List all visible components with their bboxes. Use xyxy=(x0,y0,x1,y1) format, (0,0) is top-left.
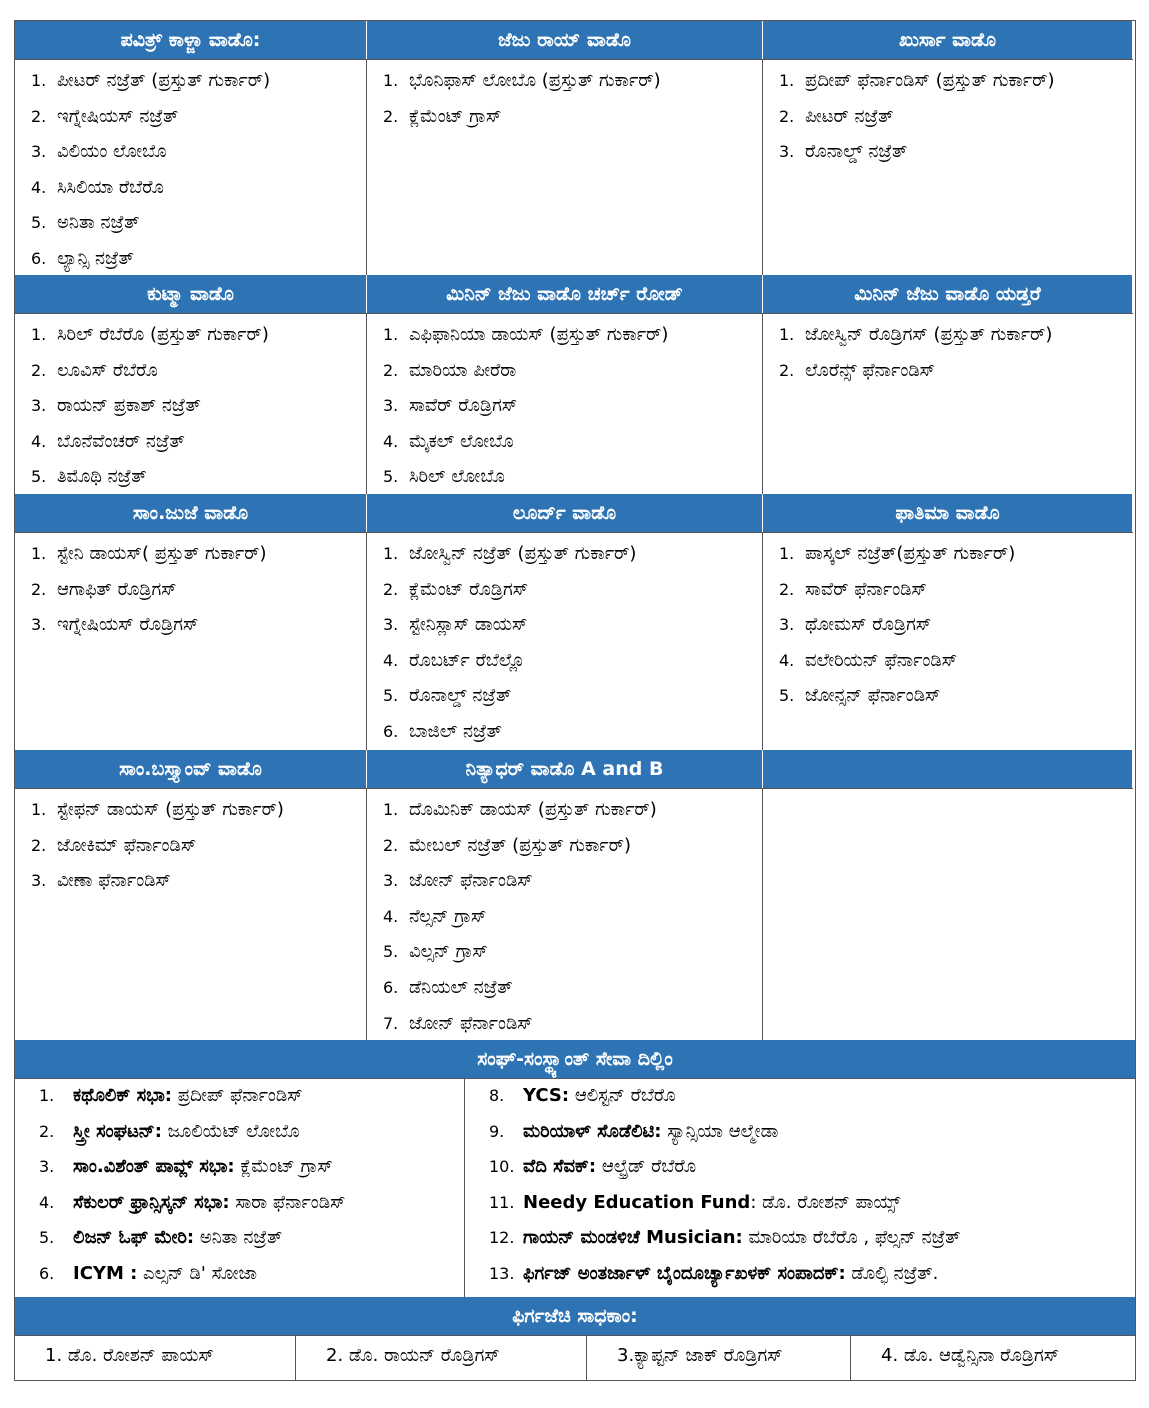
list-item xyxy=(383,795,754,831)
list-item xyxy=(383,902,754,938)
list-item-text: ಸಿಸಿಲಿಯಾ ರೆಬೆರೊ xyxy=(57,176,164,198)
list-item xyxy=(31,427,358,463)
service-value: ಸಾರಾ ಫೆರ್ನಾಂಡಿಸ್ xyxy=(229,1191,346,1213)
list-item xyxy=(779,102,1125,138)
service-item xyxy=(39,1223,454,1259)
service-label: Needy Education Fund xyxy=(523,1191,751,1213)
list-item-number: 2. xyxy=(31,579,47,599)
list-item-number: 3. xyxy=(31,615,47,635)
list-item xyxy=(31,102,358,138)
achievers-header: ಫಿರ್ಗಜೆಚಿ ಸಾಧಕಾಂ: xyxy=(15,1297,1135,1335)
service-value: ಮಾರಿಯಾ ರೆಬೆರೊ , ಫೆಲ್ಸನ್ ನಜ್ರೆತ್ xyxy=(742,1227,961,1249)
achievers-row xyxy=(15,1335,1135,1380)
list-item-number: 1. xyxy=(31,544,47,563)
list-item-text: ಪಾಸ್ಕಲ್ ನಜ್ರೆತ್(ಪ್ರಸ್ತುತ್ ಗುರ್ಕಾರ್) xyxy=(805,543,1016,564)
ward-header xyxy=(763,750,1133,788)
list-item-number: 4. xyxy=(31,431,47,451)
service-number: 3. xyxy=(39,1157,55,1177)
services-list xyxy=(15,1078,1135,1297)
ward-header: ಮಿನಿನ್ ಜೆಜು ವಾಡೊ ಚರ್ಚ್ ರೋಡ್ xyxy=(367,275,763,313)
list-item xyxy=(779,539,1125,575)
list-item xyxy=(31,320,358,356)
list-item-text: ಪೀಟರ್ ನಜ್ರೆತ್ xyxy=(805,105,894,127)
list-item-text: ಕ್ಲೆಮೆಂಟ್ ಗ್ರಾಸ್ xyxy=(409,105,502,127)
list-item xyxy=(383,1009,754,1040)
service-value: ಕ್ಲೆಮೆಂಟ್ ಗ್ರಾಸ್ xyxy=(234,1156,333,1178)
list-item-number: 3. xyxy=(383,615,399,635)
list-item-number: 5. xyxy=(779,686,795,706)
list-item-text: ಮಾರಿಯಾ ಪೀರೆರಾ xyxy=(409,359,517,381)
list-item-number: 5. xyxy=(383,467,399,487)
list-item-text: ಸಿರಿಲ್ ಲೋಬೊ xyxy=(409,466,505,488)
service-item xyxy=(489,1152,1125,1188)
list-item-number: 2. xyxy=(779,106,795,126)
list-item-text: ಸ್ಟೇನಿಸ್ಲಾಸ್ ಡಾಯಸ್ xyxy=(409,614,528,636)
ward-row-1 xyxy=(15,21,1135,275)
list-item-number: 2. xyxy=(383,835,399,855)
service-number: 6. xyxy=(39,1263,55,1283)
list-item-number: 2. xyxy=(779,579,795,599)
list-item-number: 2. xyxy=(383,579,399,599)
list-item-number: 6. xyxy=(383,977,399,997)
list-item-number: 3. xyxy=(31,142,47,162)
list-item-text: ರೊನಾಲ್ಡ್ ನಜ್ರೆತ್ xyxy=(805,141,908,163)
list-item-text: ವಿಲ್ಸನ್ ಗ್ರಾಸ್ xyxy=(409,941,488,963)
service-item xyxy=(39,1117,454,1153)
ward-member-list xyxy=(367,788,763,1040)
service-label: ಸ್ತ್ರೀ ಸಂಘಟನ್: xyxy=(73,1120,162,1142)
list-item-number: 1. xyxy=(383,544,399,563)
service-item xyxy=(489,1081,1125,1117)
list-item xyxy=(383,575,754,611)
service-item xyxy=(39,1081,454,1117)
list-item-text: ಲ್ಯಾನ್ಸಿ ನಜ್ರೆತ್ xyxy=(57,247,134,269)
service-label: ವೆದಿ ಸೆವಕ್: xyxy=(523,1156,597,1178)
service-number: 13. xyxy=(489,1263,515,1283)
list-item xyxy=(31,866,358,902)
service-value: ಡೊಲ್ಫಿ ನಜ್ರೆತ್. xyxy=(845,1262,939,1284)
list-item-text: ಮೇಬಲ್ ನಜ್ರೆತ್ (ಪ್ರಸ್ತುತ್ ಗುರ್ಕಾರ್) xyxy=(409,834,632,856)
list-item xyxy=(31,356,358,392)
list-item-text: ಅನಿತಾ ನಜ್ರೆತ್ xyxy=(57,212,140,234)
ward-header: ಜೆಜು ರಾಯ್ ವಾಡೊ xyxy=(367,21,763,59)
list-item-number: 5. xyxy=(383,942,399,962)
list-item-text: ಕ್ಲೆಮೆಂಟ್ ರೊಡ್ರಿಗಸ್ xyxy=(409,578,529,600)
list-item-text: ಆಗಾಫಿತ್ ರೊಡ್ರಿಗಸ್ xyxy=(57,578,177,600)
list-item xyxy=(31,391,358,427)
list-item-number: 1. xyxy=(779,325,795,344)
list-item-text: ಲೂವಿಸ್ ರೆಬೆರೊ xyxy=(57,359,158,381)
list-item-text: ವಲೇರಿಯನ್ ಫೆರ್ನಾಂಡಿಸ್ xyxy=(805,649,958,671)
list-item xyxy=(31,539,358,575)
list-item xyxy=(383,391,754,427)
list-item-text: ವಿಲಿಯಂ ಲೋಬೊ xyxy=(57,141,167,163)
list-item xyxy=(383,681,754,717)
service-number: 12. xyxy=(489,1228,515,1248)
list-item-number: 4. xyxy=(383,906,399,926)
service-value: ಆಲಿಸ್ಟನ್ ರೆಬೆರೊ xyxy=(569,1085,676,1106)
service-item xyxy=(39,1188,454,1224)
list-item xyxy=(383,610,754,646)
list-item-number: 3. xyxy=(383,396,399,416)
list-item-text: ಜೋನ್ಸನ್ ಫೆರ್ನಾಂಡಿಸ್ xyxy=(805,685,941,707)
list-item-text: ಜೋಸ್ವಿನ್ ನಜ್ರೆತ್ (ಪ್ರಸ್ತುತ್ ಗುರ್ಕಾರ್) xyxy=(409,543,637,564)
service-number: 9. xyxy=(489,1121,505,1141)
ward-member-list xyxy=(763,59,1133,275)
list-item xyxy=(779,356,1125,392)
ward-header: ಮಿನಿನ್ ಜೆಜು ವಾಡೊ ಯಡ್ತರೆ xyxy=(763,275,1133,313)
service-number: 11. xyxy=(489,1192,515,1212)
ward-header: ಕುಟ್ಮಾ ವಾಡೊ xyxy=(15,275,367,313)
ward-member-list xyxy=(367,532,763,750)
list-item-text: ಜೋನ್ ಫೆರ್ನಾಂಡಿಸ್ xyxy=(409,870,533,892)
list-item-text: ಸಾವೆರ್ ಫೆರ್ನಾಂಡಿಸ್ xyxy=(805,578,927,600)
achiever-cell: 2. ಡೊ. ರಾಯನ್ ರೊಡ್ರಿಗಸ್ xyxy=(296,1336,587,1380)
list-item-number: 2. xyxy=(31,360,47,380)
service-label: ಸೆಕುಲರ್ ಫ್ರಾನ್ಸಿಸ್ಕನ್ ಸಭಾ: xyxy=(73,1191,230,1213)
achiever-cell: 4. ಡೊ. ಆಡ್ವೆನ್ಸಿನಾ ರೊಡ್ರಿಗಸ್ xyxy=(881,1344,1060,1366)
ward-member-list xyxy=(15,532,367,750)
list-item-number: 3. xyxy=(31,396,47,416)
list-item xyxy=(31,462,358,494)
list-item xyxy=(779,575,1125,611)
list-item-text: ಸ್ಟೇನಿ ಡಾಯಸ್( ಪ್ರಸ್ತುತ್ ಗುರ್ಕಾರ್) xyxy=(57,543,267,564)
list-item-number: 1. xyxy=(31,800,47,819)
list-item xyxy=(383,356,754,392)
list-item-number: 3. xyxy=(31,871,47,891)
service-number: 10. xyxy=(489,1157,515,1177)
list-item-number: 1. xyxy=(779,544,795,563)
list-item-number: 3. xyxy=(779,615,795,635)
service-item xyxy=(489,1188,1125,1224)
list-item-text: ಭೊನಿಫಾಸ್ ಲೋಬೊ (ಪ್ರಸ್ತುತ್ ಗುರ್ಕಾರ್) xyxy=(409,70,661,91)
list-item-text: ಬೊನೆವೆಂಚರ್ ನಜ್ರೆತ್ xyxy=(57,430,185,452)
list-item xyxy=(779,320,1125,356)
list-item-number: 1. xyxy=(31,325,47,344)
list-item xyxy=(383,717,754,750)
list-item-text: ರೊಬರ್ಟ್ ರೆಬೆಲ್ಲೊ xyxy=(409,649,525,671)
list-item-number: 3. xyxy=(383,871,399,891)
service-label: YCS: xyxy=(523,1085,570,1106)
service-label: ಗಾಯನ್ ಮಂಡಳಿಚೆ Musician: xyxy=(523,1227,743,1249)
ward-member-list xyxy=(367,313,763,494)
ward-header: ಖುರ್ಸಾ ವಾಡೊ xyxy=(763,21,1133,59)
list-item-text: ವೀಣಾ ಫೆರ್ನಾಂಡಿಸ್ xyxy=(57,870,171,892)
service-item xyxy=(489,1223,1125,1259)
ward-header: ಲೂರ್ದ್ ವಾಡೊ xyxy=(367,494,763,532)
list-item-number: 7. xyxy=(383,1013,399,1033)
list-item xyxy=(383,831,754,867)
service-label: ಫಿರ್ಗಜ್ ಅಂತರ್ಜಾಳ್ ಬೈಂದೂರ್ಚ್ಯಾಖಳಕ್ ಸಂಪಾದಕ್: xyxy=(523,1262,846,1284)
ward-header: ಸಾಂ.ಜುಜೆ ವಾಡೊ xyxy=(15,494,367,532)
list-item xyxy=(779,610,1125,646)
list-item xyxy=(779,646,1125,682)
list-item-text: ಮೈಕಲ್ ಲೋಬೊ xyxy=(409,430,514,452)
services-right-column xyxy=(465,1079,1135,1297)
service-value: ಅನಿತಾ ನಜ್ರೆತ್ xyxy=(194,1227,283,1249)
list-item xyxy=(31,610,358,646)
service-item xyxy=(39,1259,454,1295)
list-item-number: 2. xyxy=(779,360,795,380)
list-item xyxy=(383,937,754,973)
ward-row-2 xyxy=(15,275,1135,494)
service-item xyxy=(489,1259,1125,1295)
list-item-number: 4. xyxy=(383,650,399,670)
list-item xyxy=(31,575,358,611)
ward-member-list xyxy=(15,313,367,494)
list-item-text: ಸಾವೆರ್ ರೊಡ್ರಿಗಸ್ xyxy=(409,395,518,417)
list-item-text: ಸ್ಟೇಫನ್ ಡಾಯಸ್ (ಪ್ರಸ್ತುತ್ ಗುರ್ಕಾರ್) xyxy=(57,799,284,820)
list-item-text: ರೊನಾಲ್ಡ್ ನಜ್ರೆತ್ xyxy=(409,685,512,707)
service-label: ಸಾಂ.ವಿಶೆಂತ್ ಪಾವ್ಲ್ ಸಭಾ: xyxy=(73,1156,235,1178)
list-item-number: 5. xyxy=(31,467,47,487)
list-item-number: 1. xyxy=(383,325,399,344)
ward-header: ಫಾತಿಮಾ ವಾಡೊ xyxy=(763,494,1133,532)
ward-member-list xyxy=(763,788,1133,1040)
service-label: ICYM : xyxy=(73,1262,138,1284)
list-item-text: ತಿಮೊಥಿ ನಜ್ರೆತ್ xyxy=(57,466,147,488)
ward-member-list xyxy=(15,59,367,275)
list-item-text: ಇಗ್ನೇಷಿಯಸ್ ನಜ್ರೆತ್ xyxy=(57,105,179,127)
list-item-number: 4. xyxy=(31,177,47,197)
service-label: ಕಥೊಲಿಕ್ ಸಭಾ: xyxy=(73,1085,173,1106)
list-item-text: ಜೋಕಿಮ್ ಫೆರ್ನಾಂಡಿಸ್ xyxy=(57,834,197,856)
list-item-text: ಪೀಟರ್ ನಜ್ರೆತ್ (ಪ್ರಸ್ತುತ್ ಗುರ್ಕಾರ್) xyxy=(57,70,271,91)
list-item-number: 1. xyxy=(383,800,399,819)
service-value: ಎಲ್ಸನ್ ಡಿ' ಸೋಜಾ xyxy=(137,1262,257,1284)
list-item xyxy=(779,137,1125,173)
list-item xyxy=(31,795,358,831)
list-item-text: ದೊಮಿನಿಕ್ ಡಾಯಸ್ (ಪ್ರಸ್ತುತ್ ಗುರ್ಕಾರ್) xyxy=(409,799,657,820)
list-item-text: ನೆಲ್ಸನ್ ಗ್ರಾಸ್ xyxy=(409,905,487,927)
list-item-text: ಥೋಮಸ್ ರೊಡ್ರಿಗಸ್ xyxy=(805,614,932,636)
list-item-number: 2. xyxy=(31,835,47,855)
list-item-text: ಜೋಸ್ವಿನ್ ರೊಡ್ರಿಗಸ್ (ಪ್ರಸ್ತುತ್ ಗುರ್ಕಾರ್) xyxy=(805,324,1053,345)
list-item-text: ಎಫಿಫಾನಿಯಾ ಡಾಯಸ್ (ಪ್ರಸ್ತುತ್ ಗುರ್ಕಾರ್) xyxy=(409,324,669,345)
list-item xyxy=(31,244,358,275)
list-item xyxy=(383,462,754,494)
list-item xyxy=(383,427,754,463)
list-item-number: 2. xyxy=(383,106,399,126)
list-item xyxy=(383,320,754,356)
list-item xyxy=(383,102,754,138)
list-item-number: 5. xyxy=(31,213,47,233)
list-item-text: ಬಾಜಿಲ್ ನಜ್ರೆತ್ xyxy=(409,720,502,742)
list-item-text: ರಾಯನ್ ಪ್ರಕಾಶ್ ನಜ್ರೆತ್ xyxy=(57,395,201,417)
ward-member-list xyxy=(15,788,367,1040)
list-item xyxy=(31,831,358,867)
list-item-text: ಪ್ರದೀಪ್ ಫೆರ್ನಾಂಡಿಸ್ (ಪ್ರಸ್ತುತ್ ಗುರ್ಕಾರ್) xyxy=(805,70,1055,91)
service-number: 1. xyxy=(39,1086,55,1105)
list-item xyxy=(779,681,1125,717)
ward-member-list xyxy=(763,313,1133,494)
ward-header: ಪವಿತ್ರ್ ಕಾಳ್ಜಾ ವಾಡೊ: xyxy=(15,21,367,59)
list-item xyxy=(383,973,754,1009)
achiever-cell: 3.ಕ್ಯಾಪ್ಟನ್ ಜಾಕ್ ರೊಡ್ರಿಗಸ್ xyxy=(587,1336,851,1380)
list-item xyxy=(31,208,358,244)
services-left-column xyxy=(15,1079,465,1297)
list-item-number: 5. xyxy=(383,686,399,706)
ward-header: ನಿತ್ಯಾಧರ್ ವಾಡೊ A and B xyxy=(367,750,763,788)
list-item-text: ಇಗ್ನೇಷಿಯಸ್ ರೊಡ್ರಿಗಸ್ xyxy=(57,614,199,636)
list-item-number: 4. xyxy=(779,650,795,670)
service-item xyxy=(489,1117,1125,1153)
list-item-text: ಲೊರೆನ್ಸ್ ಫೆರ್ನಾಂಡಿಸ್ xyxy=(805,359,936,381)
ward-row-4 xyxy=(15,750,1135,1040)
ward-member-list xyxy=(763,532,1133,750)
service-item xyxy=(39,1152,454,1188)
list-item-number: 4. xyxy=(383,431,399,451)
service-value: ಆಲ್ಫ್ರೆಡ್ ರೆಬೆರೊ xyxy=(596,1156,697,1178)
list-item-number: 2. xyxy=(383,360,399,380)
list-item-text: ಸಿರಿಲ್ ರೆಬೆರೊ (ಪ್ರಸ್ತುತ್ ಗುರ್ಕಾರ್) xyxy=(57,324,269,345)
ward-member-list xyxy=(367,59,763,275)
service-number: 4. xyxy=(39,1192,55,1212)
list-item xyxy=(31,137,358,173)
list-item xyxy=(31,66,358,102)
ward-row-3 xyxy=(15,494,1135,750)
service-number: 8. xyxy=(489,1086,505,1105)
list-item-text: ಜೋನ್ ಫೆರ್ನಾಂಡಿಸ್ xyxy=(409,1012,533,1034)
list-item xyxy=(383,866,754,902)
service-value: : ಡೊ. ರೋಶನ್ ಪಾಯ್ಸ್ xyxy=(750,1191,901,1213)
list-item xyxy=(383,539,754,575)
list-item-number: 1. xyxy=(31,71,47,90)
services-header: ಸಂಘ್-ಸಂಸ್ಥ್ಯಾಂತ್ ಸೇವಾ ದಿಲ್ಲಿಂ xyxy=(15,1040,1135,1078)
list-item-number: 6. xyxy=(383,721,399,741)
list-item xyxy=(383,646,754,682)
list-item-number: 2. xyxy=(31,106,47,126)
service-label: ಲಿಜನ್ ಓಫ್ ಮೇರಿ: xyxy=(73,1227,195,1249)
service-number: 2. xyxy=(39,1121,55,1141)
list-item xyxy=(779,66,1125,102)
ward-table xyxy=(14,20,1136,1381)
list-item-number: 1. xyxy=(779,71,795,90)
list-item xyxy=(383,66,754,102)
list-item-text: ಡೆನಿಯಲ್ ನಜ್ರೆತ್ xyxy=(409,976,513,998)
service-value: ಜೂಲಿಯೆಟ್ ಲೋಬೊ xyxy=(161,1120,300,1142)
list-item-number: 1. xyxy=(383,71,399,90)
list-item-number: 6. xyxy=(31,248,47,268)
service-label: ಮರಿಯಾಳ್ ಸೊಡೆಲಿಟಿ: xyxy=(523,1120,662,1142)
list-item-number: 3. xyxy=(779,142,795,162)
ward-header: ಸಾಂ.ಬಸ್ತ್ಯಾಂವ್ ವಾಡೊ xyxy=(15,750,367,788)
service-number: 5. xyxy=(39,1228,55,1248)
service-value: ಸ್ಯಾನ್ಸಿಯಾ ಆಲ್ಮೇಡಾ xyxy=(661,1120,779,1142)
list-item xyxy=(31,173,358,209)
achiever-cell: 1. ಡೊ. ರೋಶನ್ ಪಾಯಸ್ xyxy=(15,1336,296,1380)
service-value: ಪ್ರದೀಪ್ ಫೆರ್ನಾಂಡಿಸ್ xyxy=(172,1085,303,1106)
